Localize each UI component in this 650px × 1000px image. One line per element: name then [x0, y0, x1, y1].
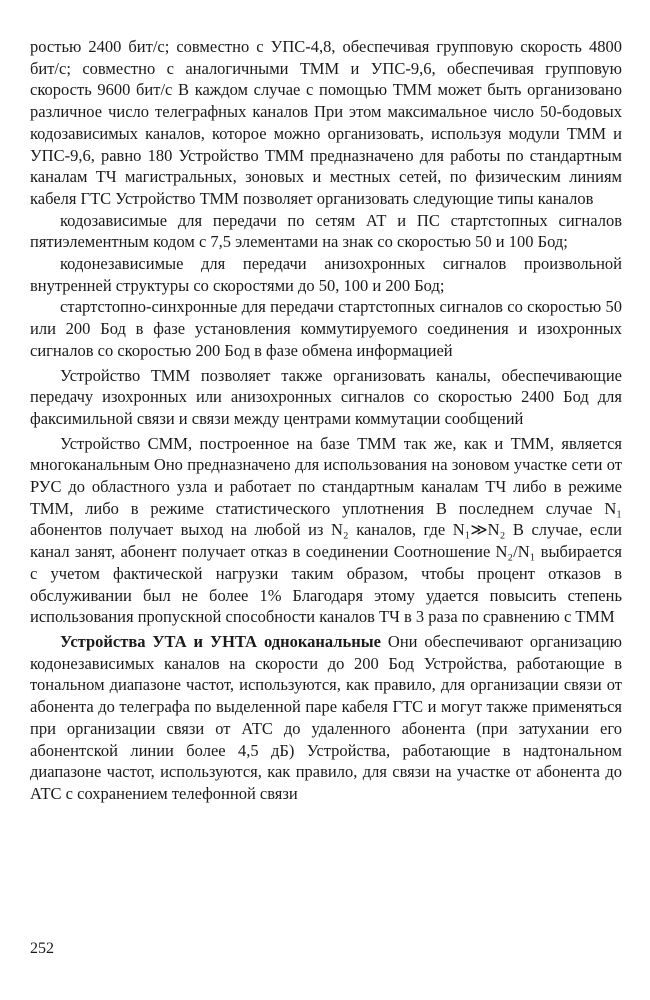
paragraph-7-text: Они обеспечивают организацию кодонезависимых каналов на скорости до 200 Бод Устройства, работающие в тональном диапазоне частот, используются, как правило, для организации связи от абонента до телеграфа по выделенной паре кабеля ГТС и могут также применяться при организации связи от АТС до удаленного абонента (при затухании его абонентской линии более 4,5 дБ) Устройства, работающие в надтональном диапазоне частот, используются, как правило, для связи на участке от абонента до АТС с сохранением телефонной связи: [30, 631, 622, 803]
page-body: [30, 36, 622, 805]
paragraph-7: [30, 631, 622, 805]
paragraph-5: Устройство ТММ позволяет также организовать каналы, обеспечивающие передачу изохронных или анизохронных сигналов со скоростью 2400 Бод для факсимильной связи и связи между центрами коммутации сообщений: [30, 365, 622, 428]
paragraph-3: кодонезависимые для передачи анизохронных сигналов произвольной внутренней структуры со скоростями до 50, 100 и 200 Бод;: [30, 254, 622, 295]
paragraph-4: стартстопно-синхронные для передачи стартстопных сигналов со скоростью 50 или 200 Бод в фазе установления коммутируемого соединения и изохронных сигналов со скоростью 200 Бод в фазе обмена информацией: [30, 297, 622, 360]
paragraph-1: ростью 2400 бит/с; совместно с УПС-4,8, обеспечивая групповую скорость 4800 бит/с; совместно с аналогичными ТММ и УПС-9,6, обеспечивая групповую скорость 9600 бит/с В каждом случае с помощью ТММ может быть организовано различное число телеграфных каналов При этом максимальное число 50-бодовых кодозависимых каналов, которое можно организовать, используя модули ТММ и УПС-9,6, равно 180 Устройство ТММ предназначено для работы по стандартным каналам ТЧ магистральных, зоновых и местных сетей, по физическим линиям кабеля ГТС Устройство ТММ позволяет организовать следующие типы каналов: [30, 37, 622, 208]
section-heading: Устройства УТА и УНТА одноканальные: [60, 631, 381, 651]
paragraph-2: кодозависимые для передачи по сетям АТ и ПС стартстопных сигналов пятиэлементным кодом с 7,5 элементами на знак со скоростью 50 и 100 Бод;: [30, 210, 622, 252]
page-number: 252: [30, 940, 54, 957]
paragraph-6: Устройство СММ, построенное на базе ТММ так же, как и ТММ, является многоканальным Оно предназначено для использования на зоновом участке сети от РУС до областного узла и работает по стандартным каналам ТЧ либо в режиме ТММ, либо в режиме статистического уплотнения В последнем случае N₁ абонентов получает выход на любой из N₂ каналов, где N₁≫N₂ В случае, если канал занят, абонент получает отказ в соединении Соотношение N₂/N₁ выбирается с учетом фактической нагрузки таким образом, чтобы процент отказов в обслуживании был не более 1% Благодаря этому удается повысить степень использования пропускной способности каналов ТЧ в 3 раза по сравнению с ТММ: [30, 433, 622, 627]
